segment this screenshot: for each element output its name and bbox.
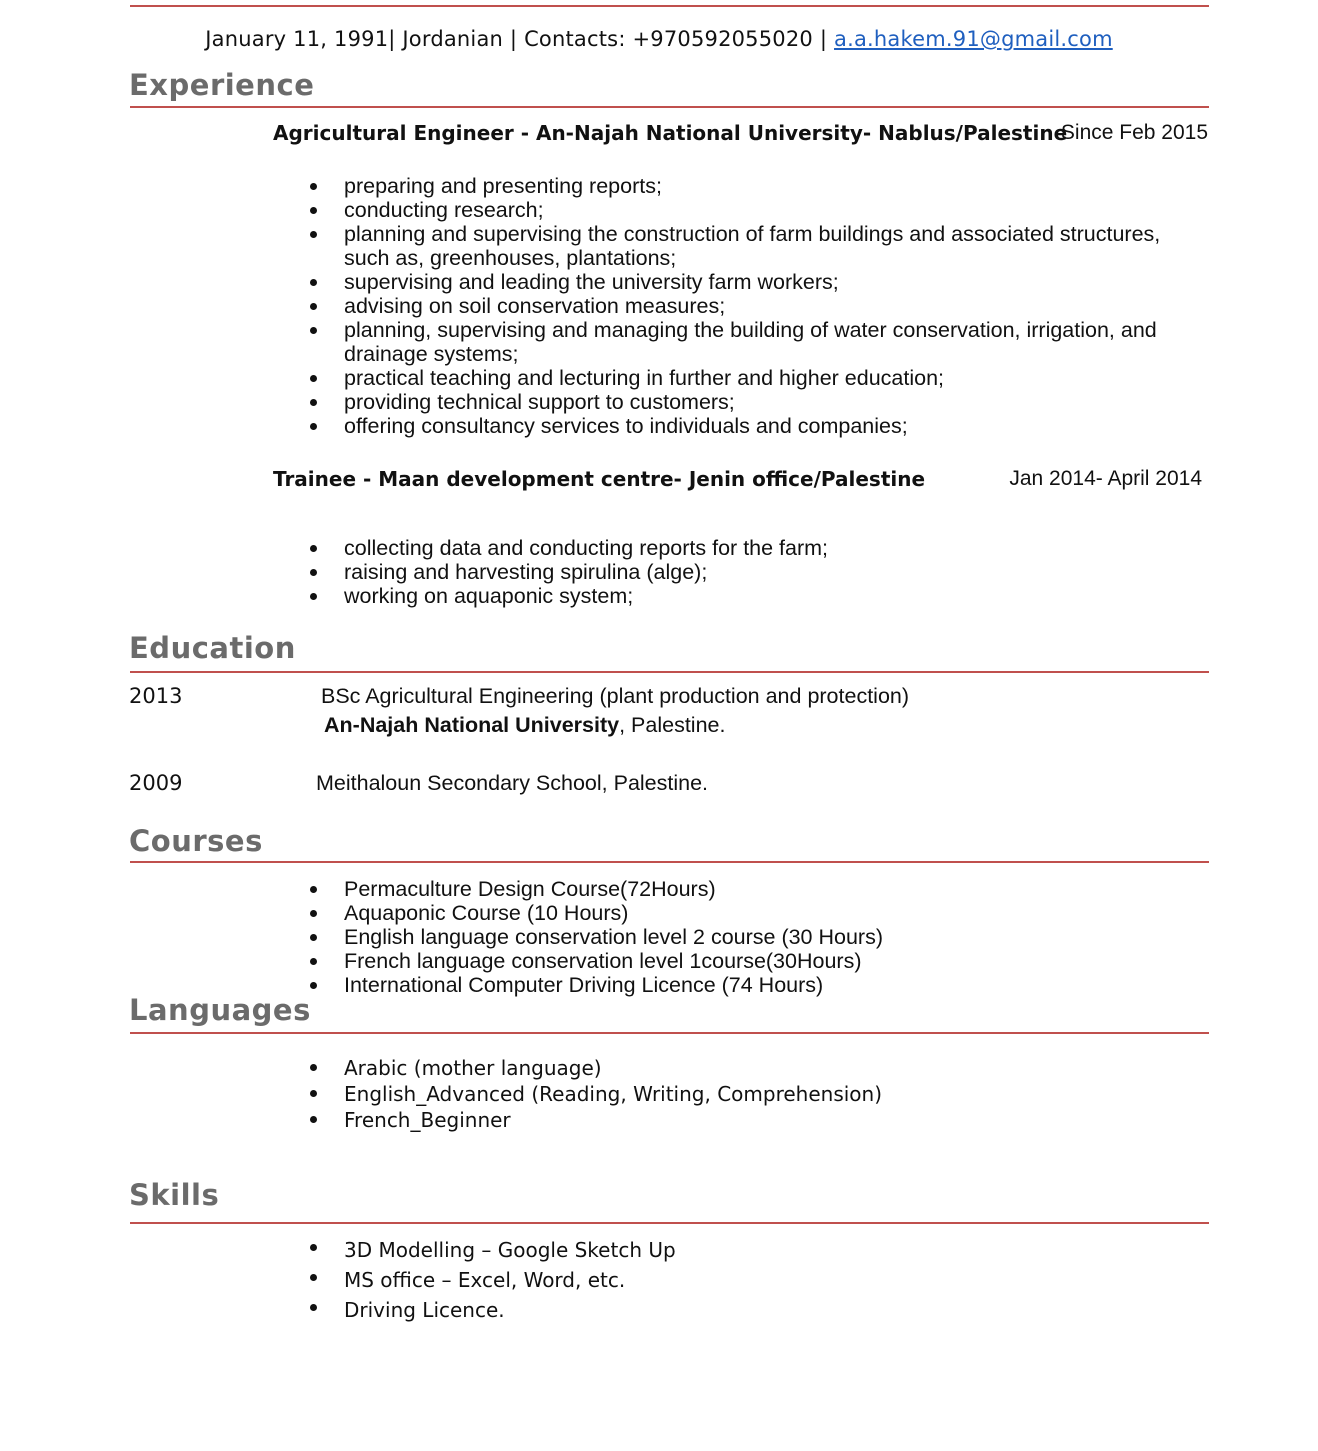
section-divider-skills	[130, 1222, 1209, 1224]
section-title-courses: Courses	[129, 824, 263, 858]
list-item: French language conservation level 1course(30Hours)	[344, 949, 883, 973]
education-institution-line	[324, 713, 725, 738]
education-institution: An-Najah National University	[324, 713, 620, 737]
education-year: 2013	[129, 684, 183, 708]
list-item: Permaculture Design Course(72Hours)	[344, 877, 883, 901]
job-title: Trainee - Maan development centre- Jenin office/Palestine	[273, 467, 926, 491]
section-title-experience: Experience	[129, 68, 315, 102]
list-item: preparing and presenting reports;	[344, 174, 1174, 198]
list-item: collecting data and conducting reports for the farm;	[344, 536, 829, 560]
list-item: conducting research;	[344, 198, 1174, 222]
contact-line	[0, 27, 1318, 51]
list-item: supervising and leading the university farm workers;	[344, 270, 1174, 294]
list-item: planning, supervising and managing the building of water conservation, irrigation, and drainage systems;	[344, 318, 1174, 366]
list-item: English_Advanced (Reading, Writing, Comprehension)	[344, 1082, 883, 1106]
list-item: offering consultancy services to individuals and companies;	[344, 414, 1174, 438]
top-divider	[130, 5, 1209, 7]
list-item: English language conservation level 2 course (30 Hours)	[344, 925, 884, 949]
list-item: advising on soil conservation measures;	[344, 294, 1174, 318]
education-location: , Palestine.	[619, 713, 726, 737]
list-item: practical teaching and lecturing in further and higher education;	[344, 366, 1174, 390]
section-title-education: Education	[129, 631, 296, 665]
education-school: Meithaloun Secondary School, Palestine.	[316, 771, 709, 795]
list-item: French_Beginner	[344, 1107, 882, 1133]
education-year: 2009	[129, 771, 183, 795]
job-title: Agricultural Engineer - An-Najah National University- Nablus/Palestine	[273, 121, 1068, 145]
section-divider-languages	[130, 1032, 1209, 1034]
job-date: Since Feb 2015	[1060, 121, 1208, 144]
section-divider-education	[130, 671, 1209, 673]
list-item: Driving Licence.	[344, 1295, 676, 1325]
section-divider-experience	[130, 106, 1209, 108]
section-divider-courses	[130, 861, 1209, 863]
courses-list	[344, 877, 883, 997]
list-item: working on aquaponic system;	[344, 584, 828, 608]
section-title-skills: Skills	[129, 1178, 220, 1212]
list-item: International Computer Driving Licence (74 Hours)	[344, 973, 883, 997]
job-duties-list	[344, 174, 1174, 438]
education-degree: BSc Agricultural Engineering (plant production and protection)	[321, 684, 910, 708]
list-item: planning and supervising the construction of farm buildings and associated structures, such as, greenhouses, plantations;	[344, 222, 1174, 270]
list-item: MS office – Excel, Word, etc.	[344, 1265, 676, 1295]
skills-list	[344, 1235, 676, 1325]
list-item: Arabic (mother language)	[344, 1055, 882, 1081]
list-item: Aquaponic Course (10 Hours)	[344, 901, 883, 925]
email-link[interactable]: a.a.hakem.91@gmail.com	[834, 27, 1113, 51]
list-item: 3D Modelling – Google Sketch Up	[344, 1235, 676, 1265]
section-title-languages: Languages	[129, 993, 311, 1027]
list-item: providing technical support to customers;	[344, 390, 1174, 414]
contact-details: January 11, 1991| Jordanian | Contacts: +970592055020 |	[205, 27, 835, 51]
languages-list	[344, 1055, 882, 1133]
job-date: Jan 2014- April 2014	[1009, 467, 1202, 490]
list-item: raising and harvesting spirulina (alge);	[344, 560, 828, 584]
job-duties-list	[344, 536, 828, 608]
